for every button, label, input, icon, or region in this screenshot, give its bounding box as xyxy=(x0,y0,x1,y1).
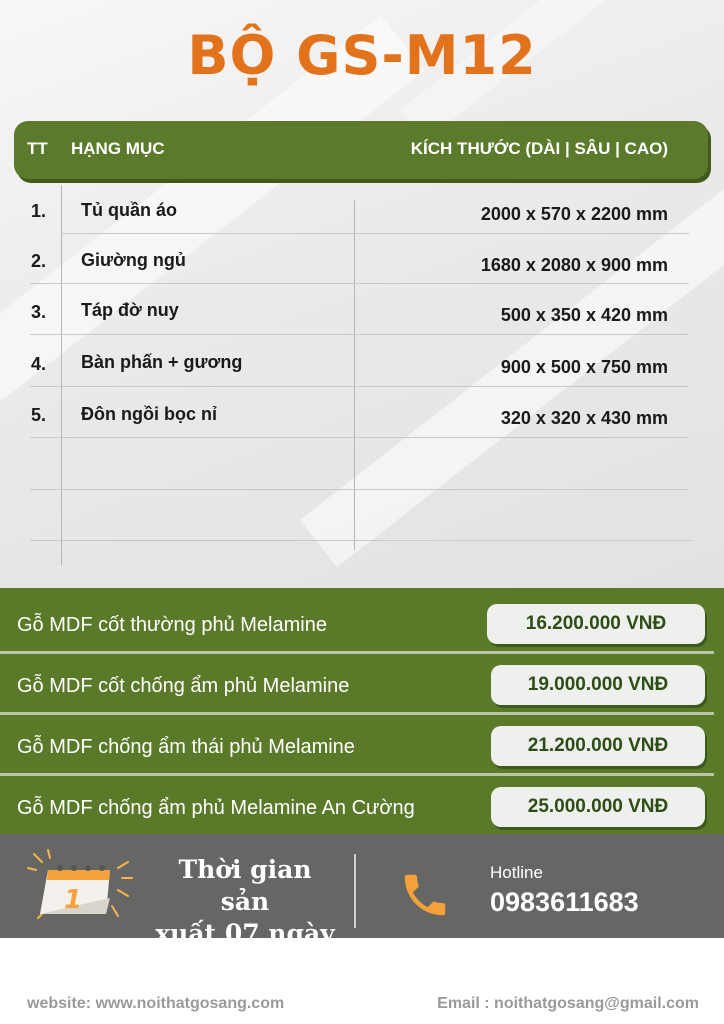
row-number: 1. xyxy=(31,201,47,221)
price-row xyxy=(0,649,724,711)
price-badge: 19.000.000 VNĐ xyxy=(491,665,705,705)
row-size: 1680 x 2080 x 900 mm xyxy=(480,255,668,275)
production-line-1: Thời gian sản xyxy=(178,855,312,916)
row-divider xyxy=(30,334,689,335)
production-line-2: xuất 07 ngày xyxy=(155,919,335,948)
row-divider xyxy=(61,233,689,234)
info-divider xyxy=(354,854,356,928)
calendar-icon xyxy=(26,848,134,926)
price-badge: 21.200.000 VNĐ xyxy=(491,726,705,766)
website-link[interactable]: website: www.noithatgosang.com xyxy=(27,995,285,1012)
page-title: BỘ GS-M12 xyxy=(187,24,537,87)
row-divider xyxy=(30,386,689,387)
row-number: 4. xyxy=(31,354,47,374)
price-row xyxy=(0,710,724,772)
price-badge: 16.200.000 VNĐ xyxy=(487,604,705,644)
row-item: Giường ngủ xyxy=(81,250,186,270)
price-row xyxy=(0,771,724,833)
price-badge: 25.000.000 VNĐ xyxy=(491,787,705,827)
header-tt: TT xyxy=(27,139,48,158)
price-row xyxy=(0,588,724,650)
production-time xyxy=(150,854,340,950)
row-item: Táp đờ nuy xyxy=(81,300,179,320)
price-section xyxy=(0,588,724,834)
row-size: 900 x 500 x 750 mm xyxy=(500,357,668,377)
hotline-number[interactable]: 0983611683 xyxy=(490,887,639,917)
row-divider xyxy=(30,283,689,284)
price-label: Gỗ MDF cốt chống ẩm phủ Melamine xyxy=(17,675,350,697)
column-divider xyxy=(61,185,62,565)
email-link[interactable]: Email : noithatgosang@gmail.com xyxy=(437,995,699,1012)
info-band xyxy=(0,834,724,948)
hotline-label: Hotline xyxy=(490,863,543,882)
row-divider xyxy=(30,437,689,438)
row-number: 2. xyxy=(31,251,47,271)
header-size: KÍCH THƯỚC (DÀI | SÂU | CAO) xyxy=(410,139,668,158)
row-item: Đôn ngồi bọc nỉ xyxy=(81,404,217,424)
row-item: Bàn phấn + gương xyxy=(81,352,243,372)
row-divider xyxy=(30,489,689,490)
table-header xyxy=(14,121,708,179)
row-size: 2000 x 570 x 2200 mm xyxy=(480,204,668,224)
price-label: Gỗ MDF cốt thường phủ Melamine xyxy=(17,614,327,636)
row-divider xyxy=(30,540,693,541)
price-label: Gỗ MDF chống ẩm thái phủ Melamine xyxy=(17,736,355,758)
phone-icon xyxy=(398,868,452,922)
calendar-day: 1 xyxy=(63,885,83,915)
column-divider xyxy=(354,200,355,550)
row-size: 500 x 350 x 420 mm xyxy=(500,305,668,325)
price-label: Gỗ MDF chống ẩm phủ Melamine An Cường xyxy=(17,797,415,819)
row-number: 5. xyxy=(31,405,47,425)
header-item: HẠNG MỤC xyxy=(71,139,165,158)
row-number: 3. xyxy=(31,302,47,322)
row-size: 320 x 320 x 430 mm xyxy=(500,408,668,428)
row-item: Tủ quần áo xyxy=(81,200,177,220)
